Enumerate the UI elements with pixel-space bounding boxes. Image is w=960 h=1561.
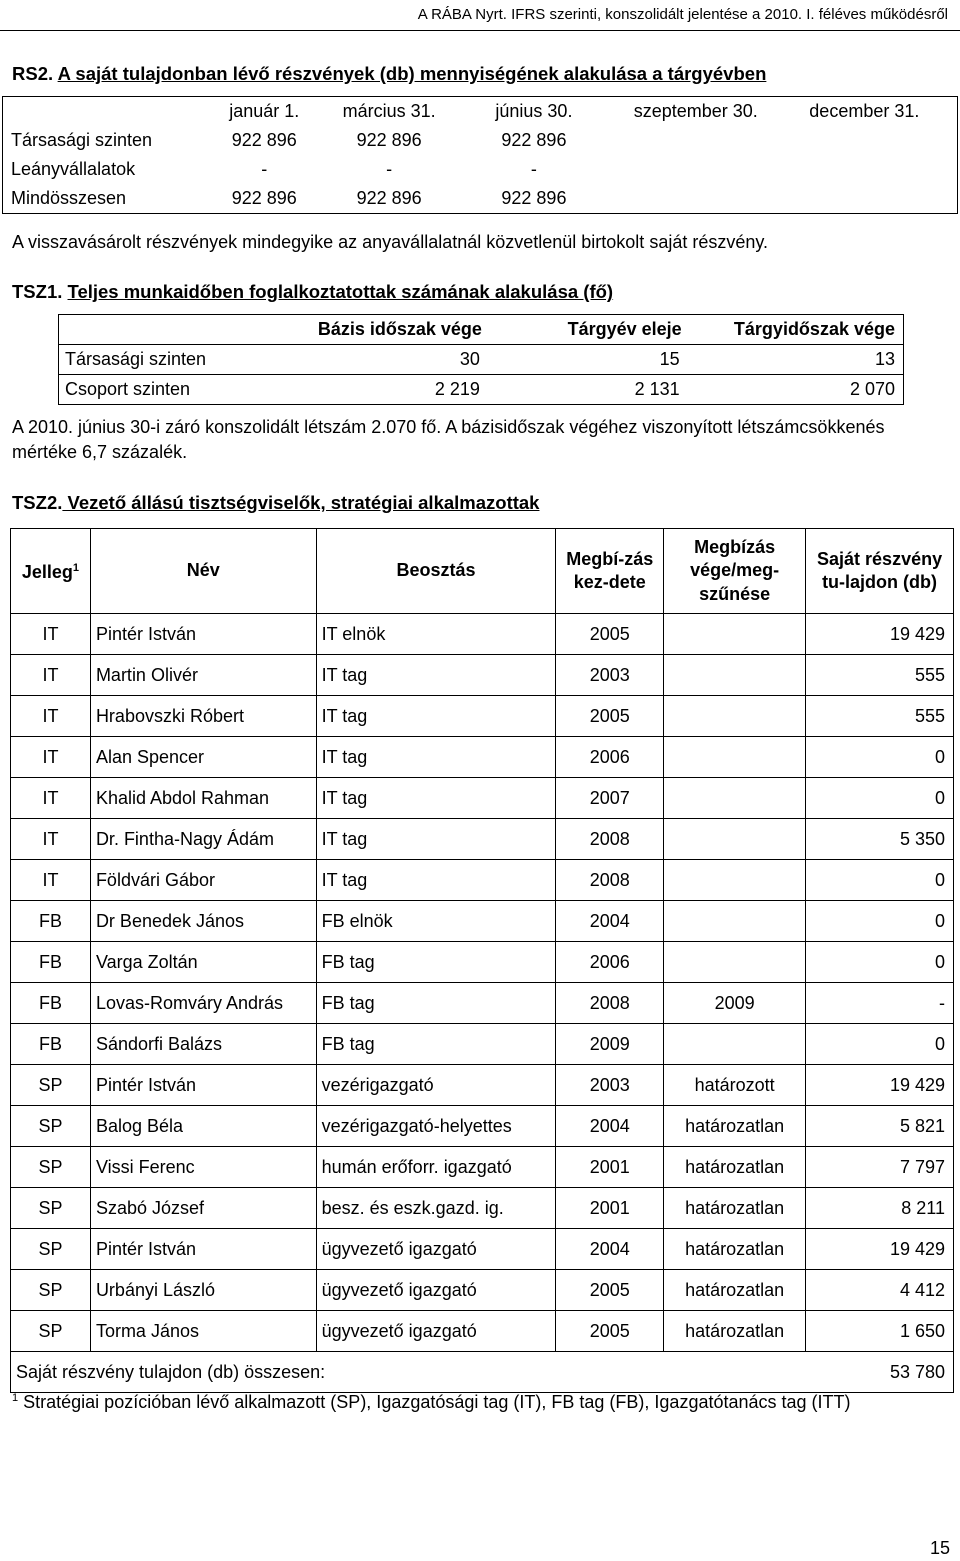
tsz2-cell-beosztas: IT tag <box>316 696 556 737</box>
tsz2-cell-vege: határozatlan <box>664 1270 806 1311</box>
tsz2-cell-kezdete: 2004 <box>556 901 664 942</box>
table-row <box>11 1188 954 1229</box>
rs2-cell: 922 896 <box>231 188 297 208</box>
rs2-cell: - <box>386 159 393 179</box>
tsz2-cell-vege: határozatlan <box>664 1106 806 1147</box>
tsz2-cell-nev: Dr Benedek János <box>90 901 316 942</box>
tsz2-cell-sajat: 0 <box>806 942 954 983</box>
table-row <box>11 819 954 860</box>
tsz2-cell-kezdete: 2008 <box>556 983 664 1024</box>
tsz2-cell-vege <box>664 1024 806 1065</box>
tsz2-cell-sajat: - <box>806 983 954 1024</box>
tsz2-cell-beosztas: vezérigazgató-helyettes <box>316 1106 556 1147</box>
rs2-table <box>2 96 958 214</box>
tsz2-cell-jelleg: IT <box>11 819 91 860</box>
table-row <box>11 655 954 696</box>
tsz2-cell-kezdete: 2005 <box>556 1270 664 1311</box>
tsz2-cell-jelleg: IT <box>11 860 91 901</box>
tsz2-cell-vege: határozatlan <box>664 1229 806 1270</box>
tsz2-cell-nev: Torma János <box>90 1311 316 1352</box>
tsz2-cell-sajat: 19 429 <box>806 1229 954 1270</box>
rs2-title <box>12 63 766 85</box>
rs2-cell <box>620 184 772 214</box>
tsz2-cell-beosztas: vezérigazgató <box>316 1065 556 1106</box>
tsz2-cell-jelleg: IT <box>11 778 91 819</box>
tsz2-cell-nev: Sándorfi Balázs <box>90 1024 316 1065</box>
tsz1-cell: 2 219 <box>258 375 488 405</box>
tsz2-cell-vege <box>664 655 806 696</box>
tsz2-cell-jelleg: FB <box>11 901 91 942</box>
tsz2-cell-kezdete: 2008 <box>556 819 664 860</box>
rs2-row <box>3 184 958 214</box>
tsz2-cell-sajat: 0 <box>806 778 954 819</box>
tsz1-row-label: Társasági szinten <box>59 345 259 375</box>
rs2-col-header: március 31. <box>342 101 436 121</box>
tsz2-cell-nev: Martin Olivér <box>90 655 316 696</box>
rs2-col-header: január 1. <box>229 101 300 121</box>
tsz1-row <box>59 345 904 375</box>
tsz2-cell-nev: Varga Zoltán <box>90 942 316 983</box>
rs2-col-header: szeptember 30. <box>633 101 758 121</box>
tsz2-cell-jelleg: SP <box>11 1065 91 1106</box>
tsz2-header-vege: Megbízás vége/meg-szűnése <box>664 529 806 614</box>
tsz1-row-label: Csoport szinten <box>59 375 259 405</box>
rs2-cell <box>620 126 772 155</box>
table-row <box>11 860 954 901</box>
rs2-cell: 922 896 <box>356 188 422 208</box>
rs2-cell <box>772 184 958 214</box>
tsz2-cell-kezdete: 2003 <box>556 1065 664 1106</box>
tsz2-cell-nev: Lovas-Romváry András <box>90 983 316 1024</box>
table-row <box>11 1147 954 1188</box>
tsz1-cell: 15 <box>488 345 688 375</box>
rs2-header-row <box>3 97 958 127</box>
tsz2-cell-sajat: 19 429 <box>806 1065 954 1106</box>
page-header: A RÁBA Nyrt. IFRS szerinti, konszolidált jelentése a 2010. I. féléves működésről <box>417 6 948 23</box>
tsz2-cell-kezdete: 2001 <box>556 1188 664 1229</box>
tsz2-cell-nev: Alan Spencer <box>90 737 316 778</box>
tsz2-cell-beosztas: humán erőforr. igazgató <box>316 1147 556 1188</box>
tsz1-cell: 2 131 <box>488 375 688 405</box>
tsz2-cell-beosztas: ügyvezető igazgató <box>316 1270 556 1311</box>
tsz2-cell-sajat: 8 211 <box>806 1188 954 1229</box>
rs2-col-header: június 30. <box>495 101 573 121</box>
tsz2-cell-kezdete: 2004 <box>556 1229 664 1270</box>
tsz2-cell-nev: Vissi Ferenc <box>90 1147 316 1188</box>
table-row <box>11 737 954 778</box>
tsz2-cell-kezdete: 2006 <box>556 942 664 983</box>
tsz2-cell-sajat: 555 <box>806 696 954 737</box>
tsz2-cell-jelleg: FB <box>11 983 91 1024</box>
tsz2-cell-nev: Pintér István <box>90 614 316 655</box>
tsz2-cell-nev: Földvári Gábor <box>90 860 316 901</box>
rs2-row-label: Leányvállalatok <box>11 159 136 179</box>
tsz2-cell-jelleg: SP <box>11 1270 91 1311</box>
table-row <box>11 1311 954 1352</box>
tsz2-cell-jelleg: SP <box>11 1311 91 1352</box>
tsz2-title <box>12 492 539 514</box>
tsz2-cell-nev: Balog Béla <box>90 1106 316 1147</box>
rs2-cell <box>772 126 958 155</box>
tsz2-cell-beosztas: besz. és eszk.gazd. ig. <box>316 1188 556 1229</box>
tsz1-title <box>12 281 613 303</box>
tsz2-cell-kezdete: 2006 <box>556 737 664 778</box>
tsz1-col-header: Tárgyév eleje <box>488 315 688 345</box>
table-row <box>11 1106 954 1147</box>
tsz2-cell-sajat: 0 <box>806 901 954 942</box>
tsz2-cell-nev: Pintér István <box>90 1229 316 1270</box>
table-row <box>11 1065 954 1106</box>
footnote-ref: 1 <box>72 562 80 575</box>
rs2-cell <box>620 155 772 184</box>
tsz1-prefix: TSZ1. <box>12 281 63 302</box>
rs2-cell: 922 896 <box>501 188 567 208</box>
tsz2-cell-nev: Szabó József <box>90 1188 316 1229</box>
tsz2-cell-kezdete: 2001 <box>556 1147 664 1188</box>
tsz2-cell-jelleg: IT <box>11 737 91 778</box>
tsz2-cell-sajat: 19 429 <box>806 614 954 655</box>
tsz2-header-jelleg <box>11 529 91 614</box>
tsz2-cell-beosztas: FB tag <box>316 942 556 983</box>
tsz2-cell-vege: 2009 <box>664 983 806 1024</box>
rs2-row-label: Mindösszesen <box>11 188 127 208</box>
tsz2-header-jelleg-label: Jelleg <box>21 562 73 583</box>
page-number: 15 <box>929 1538 950 1558</box>
tsz2-cell-sajat: 0 <box>806 1024 954 1065</box>
tsz2-cell-kezdete: 2005 <box>556 1311 664 1352</box>
footnote-text: Stratégiai pozícióban lévő alkalmazott (SP), Igazgatósági tag (IT), FB tag (FB), Igazgatótanács tag (ITT) <box>23 1392 851 1412</box>
tsz2-cell-kezdete: 2008 <box>556 860 664 901</box>
rs2-col-header: december 31. <box>809 101 920 121</box>
tsz2-cell-vege: határozatlan <box>664 1311 806 1352</box>
tsz2-total-value: 53 780 <box>806 1352 954 1393</box>
tsz2-cell-vege <box>664 819 806 860</box>
tsz2-cell-sajat: 5 821 <box>806 1106 954 1147</box>
tsz1-col-header: Tárgyidőszak vége <box>688 315 904 345</box>
tsz1-note: A 2010. június 30-i záró konszolidált létszám 2.070 fő. A bázisidőszak végéhez viszonyított létszámcsökkenés mértéke 6,7 százalék. <box>12 417 885 462</box>
tsz2-cell-sajat: 7 797 <box>806 1147 954 1188</box>
tsz2-cell-beosztas: FB tag <box>316 983 556 1024</box>
tsz2-cell-kezdete: 2009 <box>556 1024 664 1065</box>
tsz2-cell-beosztas: IT elnök <box>316 614 556 655</box>
rs2-corner-cell <box>3 97 199 127</box>
tsz2-cell-vege <box>664 778 806 819</box>
tsz2-cell-sajat: 1 650 <box>806 1311 954 1352</box>
tsz2-cell-sajat: 0 <box>806 860 954 901</box>
tsz2-table <box>10 528 954 1393</box>
tsz2-cell-kezdete: 2005 <box>556 614 664 655</box>
tsz1-cell: 13 <box>688 345 904 375</box>
footnote-mark: 1 <box>12 1392 19 1404</box>
rs2-cell <box>772 155 958 184</box>
table-row <box>11 983 954 1024</box>
tsz2-header-sajat: Saját részvény tu-lajdon (db) <box>806 529 954 614</box>
tsz2-cell-sajat: 4 412 <box>806 1270 954 1311</box>
tsz2-header-beosztas: Beosztás <box>316 529 556 614</box>
rs2-cell: - <box>530 159 537 179</box>
tsz2-header-nev: Név <box>90 529 316 614</box>
tsz2-cell-nev: Dr. Fintha-Nagy Ádám <box>90 819 316 860</box>
tsz2-cell-jelleg: IT <box>11 614 91 655</box>
rs2-title-text: A saját tulajdonban lévő részvények (db) mennyiségének alakulása a tárgyévben <box>57 63 767 84</box>
tsz2-cell-vege: határozott <box>664 1065 806 1106</box>
tsz2-cell-sajat: 0 <box>806 737 954 778</box>
tsz2-prefix: TSZ2. <box>12 492 63 513</box>
tsz2-cell-beosztas: IT tag <box>316 737 556 778</box>
tsz1-cell: 30 <box>258 345 488 375</box>
tsz2-cell-beosztas: FB tag <box>316 1024 556 1065</box>
tsz2-cell-kezdete: 2007 <box>556 778 664 819</box>
tsz1-corner-cell <box>59 315 259 345</box>
tsz2-cell-nev: Urbányi László <box>90 1270 316 1311</box>
tsz2-cell-jelleg: FB <box>11 1024 91 1065</box>
tsz2-cell-jelleg: SP <box>11 1106 91 1147</box>
tsz1-col-header: Bázis időszak vége <box>258 315 488 345</box>
tsz2-cell-jelleg: IT <box>11 696 91 737</box>
tsz2-cell-jelleg: SP <box>11 1188 91 1229</box>
table-row <box>11 778 954 819</box>
tsz2-cell-vege <box>664 614 806 655</box>
table-row <box>11 901 954 942</box>
tsz2-cell-sajat: 5 350 <box>806 819 954 860</box>
rs2-cell: - <box>261 159 268 179</box>
rs2-row-label: Társasági szinten <box>11 130 153 150</box>
tsz2-cell-jelleg: SP <box>11 1147 91 1188</box>
tsz2-cell-vege: határozatlan <box>664 1147 806 1188</box>
tsz2-header-row <box>11 529 954 614</box>
tsz2-title-text: Vezető állású tisztségviselők, stratégiai alkalmazottak <box>62 492 540 513</box>
tsz2-cell-vege <box>664 901 806 942</box>
tsz2-cell-jelleg: IT <box>11 655 91 696</box>
table-row <box>11 942 954 983</box>
tsz2-cell-nev: Khalid Abdol Rahman <box>90 778 316 819</box>
tsz1-header-row <box>59 315 904 345</box>
tsz2-cell-nev: Hrabovszki Róbert <box>90 696 316 737</box>
tsz2-cell-vege <box>664 942 806 983</box>
rs2-cell: 922 896 <box>356 130 422 150</box>
rs2-note: A visszavásárolt részvények mindegyike az anyavállalatnál közvetlenül birtokolt saját részvény. <box>12 232 769 252</box>
tsz1-table <box>58 314 904 405</box>
rs2-prefix: RS2. <box>12 63 54 84</box>
tsz2-cell-vege <box>664 860 806 901</box>
tsz2-cell-jelleg: FB <box>11 942 91 983</box>
tsz1-cell: 2 070 <box>688 375 904 405</box>
tsz1-title-text: Teljes munkaidőben foglalkoztatottak számának alakulása (fő) <box>67 281 614 302</box>
tsz2-cell-beosztas: IT tag <box>316 655 556 696</box>
tsz2-total-row <box>11 1352 954 1393</box>
tsz2-cell-vege <box>664 737 806 778</box>
tsz2-cell-jelleg: SP <box>11 1229 91 1270</box>
tsz2-cell-beosztas: IT tag <box>316 778 556 819</box>
tsz2-cell-nev: Pintér István <box>90 1065 316 1106</box>
tsz2-cell-beosztas: IT tag <box>316 860 556 901</box>
tsz2-cell-vege: határozatlan <box>664 1188 806 1229</box>
tsz2-cell-kezdete: 2004 <box>556 1106 664 1147</box>
table-row <box>11 614 954 655</box>
table-row <box>11 1270 954 1311</box>
table-row <box>11 1024 954 1065</box>
table-row <box>11 1229 954 1270</box>
tsz2-cell-beosztas: ügyvezető igazgató <box>316 1311 556 1352</box>
tsz2-cell-kezdete: 2005 <box>556 696 664 737</box>
rs2-cell: 922 896 <box>231 130 297 150</box>
tsz2-header-kezdete: Megbí-zás kez-dete <box>556 529 664 614</box>
tsz1-row <box>59 375 904 405</box>
tsz2-cell-sajat: 555 <box>806 655 954 696</box>
tsz2-cell-beosztas: ügyvezető igazgató <box>316 1229 556 1270</box>
rs2-row <box>3 155 958 184</box>
tsz2-body <box>11 614 954 1393</box>
rs2-cell: 922 896 <box>501 130 567 150</box>
table-row <box>11 696 954 737</box>
tsz2-cell-beosztas: FB elnök <box>316 901 556 942</box>
header-rule <box>0 30 960 31</box>
tsz2-cell-beosztas: IT tag <box>316 819 556 860</box>
tsz2-cell-kezdete: 2003 <box>556 655 664 696</box>
tsz2-cell-vege <box>664 696 806 737</box>
footnote <box>12 1392 851 1413</box>
tsz2-total-label: Saját részvény tulajdon (db) összesen: <box>11 1352 806 1393</box>
rs2-row <box>3 126 958 155</box>
